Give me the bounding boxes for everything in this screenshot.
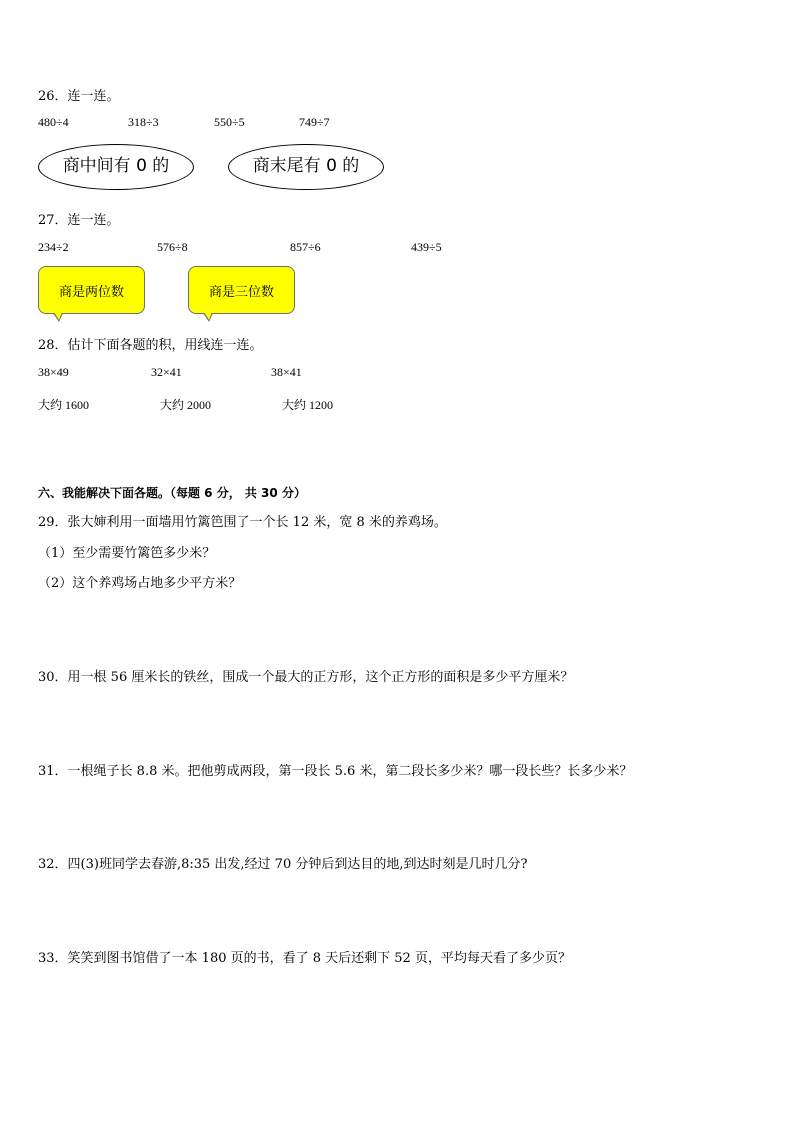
- question-29-part-1: （1）至少需要竹篱笆多少米？: [38, 546, 216, 561]
- q28-answer-1: 大约 1600: [38, 398, 90, 412]
- q26-expression-2: 318÷3: [128, 115, 159, 129]
- q28-expression-2: 32×41: [151, 365, 182, 379]
- callout-tail: [203, 313, 213, 322]
- question-26-title: 26．连一连。: [38, 89, 120, 104]
- q26-oval-middle-zero: [38, 144, 194, 190]
- q28-expression-3: 38×41: [271, 365, 302, 379]
- q27-expression-1: 234÷2: [38, 240, 69, 254]
- q27-bubble-three-digit: [188, 266, 295, 314]
- q27-expression-3: 857÷6: [290, 240, 321, 254]
- q28-answer-2: 大约 2000: [160, 398, 212, 412]
- q26-oval-end-zero-label: 商末尾有 0 的: [252, 156, 360, 176]
- question-32-title: 32．四(3)班同学去春游,8:35 出发,经过 70 分钟后到达目的地,到达时刻是几时几分?: [38, 857, 528, 872]
- question-33-title: 33．笑笑到图书馆借了一本 180 页的书，看了 8 天后还剩下 52 页，平均每天看了多少页？: [38, 951, 571, 966]
- q28-expression-1: 38×49: [38, 365, 69, 379]
- question-29-title: 29．张大婶利用一面墙用竹篱笆围了一个长 12 米，宽 8 米的养鸡场。: [38, 515, 447, 530]
- q27-bubble-three-digit-label: 商是三位数: [208, 284, 274, 300]
- q26-oval-end-zero: [228, 144, 384, 190]
- question-27-title: 27．连一连。: [38, 213, 120, 228]
- q26-expression-4: 749÷7: [299, 115, 330, 129]
- q27-bubble-two-digit: [38, 266, 145, 314]
- section-6-heading: 六、我能解决下面各题。（每题 6 分， 共 30 分）: [38, 486, 306, 500]
- question-29-part-2: （2）这个养鸡场占地多少平方米？: [38, 576, 242, 591]
- q26-expression-3: 550÷5: [214, 115, 245, 129]
- q26-expression-1: 480÷4: [38, 115, 69, 129]
- q27-expression-4: 439÷5: [411, 240, 442, 254]
- question-28-title: 28．估计下面各题的积，用线连一连。: [38, 338, 263, 353]
- q28-answer-3: 大约 1200: [282, 398, 334, 412]
- q26-oval-middle-zero-label: 商中间有 0 的: [62, 156, 170, 176]
- q27-expression-2: 576÷8: [157, 240, 188, 254]
- callout-tail: [53, 313, 63, 322]
- q27-bubble-two-digit-label: 商是两位数: [58, 284, 124, 300]
- question-30-title: 30．用一根 56 厘米长的铁丝，围成一个最大的正方形，这个正方形的面积是多少平方厘米？: [38, 670, 574, 685]
- question-31-title: 31．一根绳子长 8.8 米。把他剪成两段，第一段长 5.6 米，第二段长多少米？哪一段长些？长多少米？: [38, 764, 633, 779]
